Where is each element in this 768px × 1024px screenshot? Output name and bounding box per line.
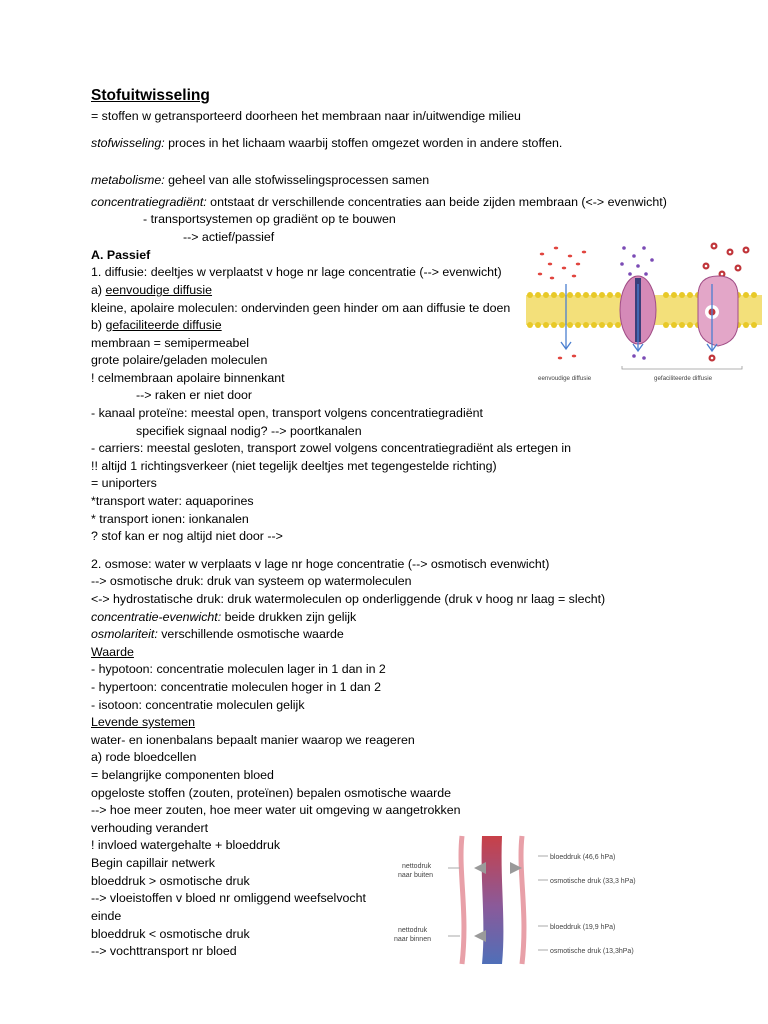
osmotic-label-2: osmotische druk (13,3hPa) bbox=[550, 948, 634, 955]
subheading: eenvoudige diffusie bbox=[105, 283, 213, 297]
term: metabolisme: bbox=[91, 173, 165, 187]
text-line: - transportsystemen op gradiënt op te bouwen bbox=[143, 212, 396, 226]
list-marker: b) bbox=[91, 318, 106, 332]
text-line bbox=[91, 317, 222, 334]
term: concentratie-evenwicht: bbox=[91, 610, 222, 624]
text-line bbox=[91, 609, 356, 626]
bloodpressure-label-1: bloeddruk (46,6 hPa) bbox=[550, 854, 616, 861]
text-line: --> raken er niet door bbox=[136, 388, 253, 402]
text-line: = uniporters bbox=[91, 476, 157, 490]
text-line: bloeddruk < osmotische druk bbox=[91, 927, 250, 941]
text-line: - isotoon: concentratie moleculen gelijk bbox=[91, 698, 305, 712]
text-line: <-> hydrostatische druk: druk watermoleculen op onderliggende (druk v hoog nr laag = slecht) bbox=[91, 592, 606, 606]
subheading: Waarde bbox=[91, 645, 134, 659]
text-line bbox=[91, 282, 212, 299]
text-line: - hypotoon: concentratie moleculen lager in 1 dan in 2 bbox=[91, 662, 386, 676]
figure1-label-right: gefaciliteerde diffusie bbox=[654, 375, 713, 382]
text-line: bloeddruk > osmotische druk bbox=[91, 874, 250, 888]
definition: ontstaat dr verschillende concentraties aan beide zijden membraan (<-> evenwicht) bbox=[206, 195, 667, 209]
text-line: ? stof kan er nog altijd niet door --> bbox=[91, 529, 283, 543]
text-line: 2. osmose: water w verplaats v lage nr hoge concentratie (--> osmotisch evenwicht) bbox=[91, 557, 550, 571]
text-line: kleine, apolaire moleculen: ondervinden geen hinder om aan diffusie te doen bbox=[91, 301, 511, 315]
carrier-protein bbox=[698, 276, 738, 346]
term: stofwisseling: bbox=[91, 136, 165, 150]
term: concentratiegradiënt: bbox=[91, 195, 207, 209]
subheading: gefaciliteerde diffusie bbox=[105, 318, 222, 332]
capillary-wall-right bbox=[521, 836, 524, 964]
text-line: - hypertoon: concentratie moleculen hoger in 1 dan 2 bbox=[91, 680, 381, 694]
text-line: * transport ionen: ionkanalen bbox=[91, 512, 249, 526]
text-line bbox=[91, 135, 562, 152]
definition: verschillende osmotische waarde bbox=[157, 627, 344, 641]
figure1-label-left: eenvoudige diffusie bbox=[538, 375, 592, 382]
capillary-figure bbox=[390, 832, 656, 968]
definition: geheel van alle stofwisselingsprocessen samen bbox=[164, 173, 430, 187]
bloodpressure-label-2: bloeddruk (19,9 hPa) bbox=[550, 924, 616, 931]
text-line bbox=[91, 172, 429, 189]
text-line: !! altijd 1 richtingsverkeer (niet tegelijk deeltjes met tegengestelde richting) bbox=[91, 459, 497, 473]
definition: proces in het lichaam waarbij stoffen omgezet worden in andere stoffen. bbox=[164, 136, 563, 150]
text-line: ! celmembraan apolaire binnenkant bbox=[91, 371, 285, 385]
text-line: specifiek signaal nodig? --> poortkanalen bbox=[136, 424, 362, 438]
text-line: einde bbox=[91, 909, 122, 923]
text-line: - kanaal proteïne: meestal open, transport volgens concentratiegradiënt bbox=[91, 406, 483, 420]
section-heading: A. Passief bbox=[91, 248, 151, 262]
text-line bbox=[91, 194, 667, 211]
text-line: --> vloeistoffen v bloed nr omliggend weefselvocht bbox=[91, 891, 366, 905]
text-line: --> osmotische druk: druk van systeem op watermoleculen bbox=[91, 574, 412, 588]
text-line: opgeloste stoffen (zouten, proteïnen) bepalen osmotische waarde bbox=[91, 786, 452, 800]
osmotic-label-1: osmotische druk (33,3 hPa) bbox=[550, 878, 636, 885]
list-marker: a) bbox=[91, 283, 106, 297]
blood-vessel bbox=[482, 836, 504, 964]
page-title: Stofuitwisseling bbox=[91, 87, 210, 104]
netto-in-label-2: naar binnen bbox=[394, 936, 431, 943]
netto-out-label-2: naar buiten bbox=[398, 872, 434, 879]
text-line: --> vochttransport nr bloed bbox=[91, 944, 237, 958]
text-line: grote polaire/geladen moleculen bbox=[91, 353, 268, 367]
capillary-wall-left bbox=[461, 836, 464, 964]
text-line: a) rode bloedcellen bbox=[91, 750, 197, 764]
text-line: verhouding verandert bbox=[91, 821, 209, 835]
netto-in-label-1: nettodruk bbox=[398, 927, 428, 934]
definition: beide drukken zijn gelijk bbox=[221, 610, 357, 624]
text-line: --> hoe meer zouten, hoe meer water uit omgeving w aangetrokken bbox=[91, 803, 461, 817]
text-line: membraan = semipermeabel bbox=[91, 336, 250, 350]
subheading: Levende systemen bbox=[91, 715, 196, 729]
text-line: = belangrijke componenten bloed bbox=[91, 768, 274, 782]
text-line: *transport water: aquaporines bbox=[91, 494, 254, 508]
text-line: ! invloed watergehalte + bloeddruk bbox=[91, 838, 281, 852]
diffusion-figure bbox=[526, 238, 762, 386]
text-line: = stoffen w getransporteerd doorheen het membraan naar in/uitwendige milieu bbox=[91, 109, 521, 123]
netto-out-label-1: nettodruk bbox=[402, 863, 432, 870]
text-line: --> actief/passief bbox=[183, 230, 275, 244]
text-line: - carriers: meestal gesloten, transport zowel volgens concentratiegradiënt als ertegen in bbox=[91, 441, 572, 455]
term: osmolariteit: bbox=[91, 627, 158, 641]
text-line: water- en ionenbalans bepaalt manier waarop we reageren bbox=[91, 733, 415, 747]
text-line bbox=[91, 626, 344, 643]
text-line: 1. diffusie: deeltjes w verplaatst v hoge nr lage concentratie (--> evenwicht) bbox=[91, 265, 502, 279]
text-line: Begin capillair netwerk bbox=[91, 856, 215, 870]
